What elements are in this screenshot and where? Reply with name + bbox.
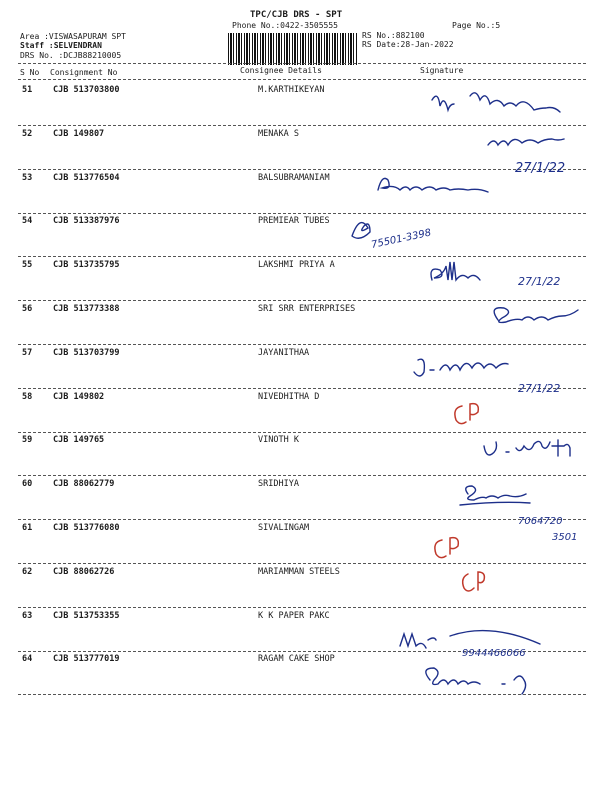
rs-date: RS Date:28-Jan-2022 xyxy=(362,40,454,49)
row-sno: 52 xyxy=(22,128,33,139)
column-consignee: Consignee Details xyxy=(240,66,322,75)
row-sno: 55 xyxy=(22,260,33,271)
num-60b: 3501 xyxy=(552,532,578,543)
row-sno: 53 xyxy=(22,172,33,183)
row-consignment-no: CJB 88062779 xyxy=(53,479,115,490)
row-consignment-no: CJB 513703799 xyxy=(53,347,120,358)
row-consignment-no: CJB 513753355 xyxy=(53,610,120,621)
row-consignee: BALSUBRAMANIAM xyxy=(258,172,330,183)
row-consignee: JAYANITHAA xyxy=(258,347,310,358)
row-sno: 57 xyxy=(22,347,33,358)
row-sno: 59 xyxy=(22,435,33,446)
row-consignment-no: CJB 513735795 xyxy=(53,260,120,271)
row-consignment-no: CJB 513777019 xyxy=(53,654,120,665)
row-consignment-no: CJB 513776080 xyxy=(53,523,120,533)
signature-57 xyxy=(414,359,508,376)
row-sno: 64 xyxy=(22,654,33,665)
row-consignment-no: CJB 149807 xyxy=(53,128,105,139)
row-consignee: MENAKA S xyxy=(258,128,299,139)
signature-59 xyxy=(484,440,570,456)
row-consignee: RAGAM CAKE SHOP xyxy=(258,654,335,665)
row-consignee: SRIDHIYA xyxy=(258,479,299,490)
row-consignment-no: CJB 149802 xyxy=(53,391,105,402)
row-consignee: SIVALINGAM xyxy=(258,523,310,533)
row-consignment-no: CJB 513703800 xyxy=(53,85,120,95)
signature-63 xyxy=(400,631,540,648)
phone-54: 75501-3398 xyxy=(370,227,433,251)
column-signature: Signature xyxy=(420,66,464,75)
row-consignee: MARIAMMAN STEELS xyxy=(258,566,340,577)
row-sno: 56 xyxy=(22,304,33,314)
row-consignee: VINOTH K xyxy=(258,435,299,446)
staff-label: Staff :SELVENDRAN xyxy=(20,41,102,50)
phone-64: 9944466066 xyxy=(462,648,526,659)
num-60a: 7064720 xyxy=(518,516,563,527)
row-consignee: LAKSHMI PRIYA A xyxy=(258,260,335,271)
row-consignee: K K PAPER PAKC xyxy=(258,610,330,621)
column-consignment: Consignment No xyxy=(50,68,118,77)
row-consignee: NIVEDHITHA D xyxy=(258,391,320,402)
column-sno: S No xyxy=(20,68,40,77)
row-consignment-no: CJB 149765 xyxy=(53,435,105,446)
signature-53 xyxy=(378,178,488,192)
row-consignee: M.KARTHIKEYAN xyxy=(258,85,325,95)
page-number: Page No.:5 xyxy=(452,21,501,30)
area-label: Area :VISWASAPURAM SPT xyxy=(20,32,126,41)
signature-52 xyxy=(488,139,564,145)
row-sno: 60 xyxy=(22,479,33,490)
row-consignee: PREMIEAR TUBES xyxy=(258,216,330,227)
mark-62 xyxy=(463,572,485,591)
signature-60 xyxy=(460,486,530,505)
mark-58 xyxy=(455,404,478,424)
report-title: TPC/CJB DRS - SPT xyxy=(250,10,343,20)
row-consignment-no: CJB 88062726 xyxy=(53,566,115,577)
signature-51 xyxy=(432,93,560,112)
row-sno: 61 xyxy=(22,523,33,533)
signature-55 xyxy=(431,262,480,280)
row-consignment-no: CJB 513387976 xyxy=(53,216,120,227)
row-consignee: SRI SRR ENTERPRISES xyxy=(258,304,356,314)
row-sno: 54 xyxy=(22,216,33,227)
row-sno: 63 xyxy=(22,610,33,621)
row-consignment-no: CJB 513776504 xyxy=(53,172,120,183)
row-sno: 58 xyxy=(22,391,33,402)
date-57: 27/1/22 xyxy=(518,382,561,395)
signature-54 xyxy=(352,223,370,239)
rs-number: RS No.:882100 xyxy=(362,31,425,40)
date-52: 27/1/22 xyxy=(515,161,566,176)
row-sno: 62 xyxy=(22,566,33,577)
row-sno: 51 xyxy=(22,85,33,95)
row-consignment-no: CJB 513773388 xyxy=(53,304,120,314)
mark-61 xyxy=(435,538,458,558)
phone-number: Phone No.:0422-3505555 xyxy=(232,21,338,30)
date-55: 27/1/22 xyxy=(518,275,561,288)
signature-56 xyxy=(494,308,578,323)
drs-number: DRS No. :DCJB88210005 xyxy=(20,51,122,60)
signature-64 xyxy=(426,668,526,694)
